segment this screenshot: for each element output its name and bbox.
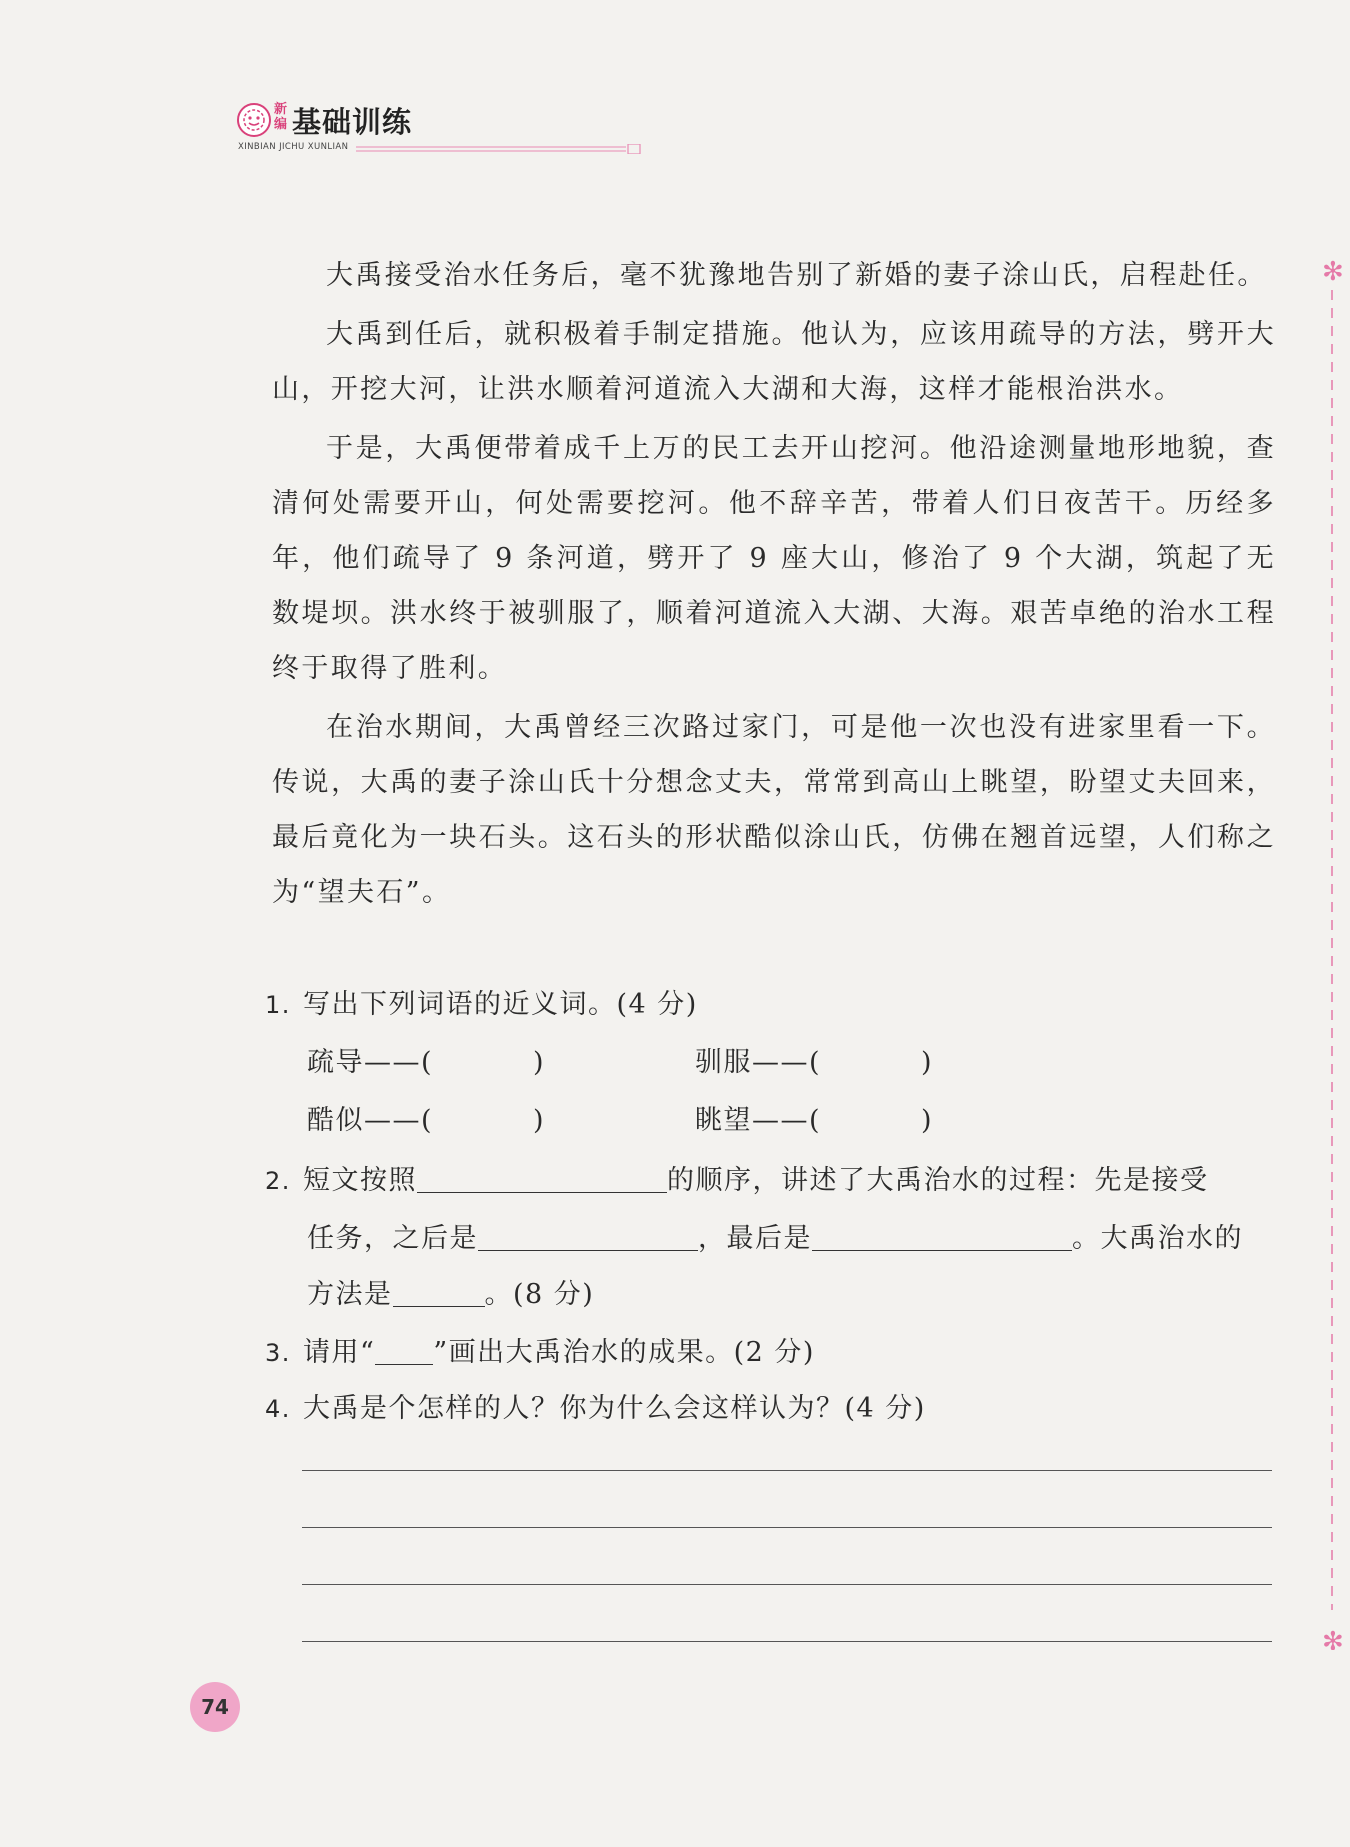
mascot-badge-icon [236,102,272,138]
answer-line[interactable] [302,1584,1272,1585]
question-number: 1. [265,991,291,1019]
synonym-word: 驯服 [695,1047,752,1078]
logo-rule-decoration [356,144,646,154]
synonym-close: ) [921,1047,934,1078]
question-text: 。大禹治水的 [1072,1223,1243,1254]
answer-blank[interactable] [478,1222,698,1251]
logo-subtitle: XINBIAN JICHU XUNLIAN [238,142,349,152]
answer-line[interactable] [302,1641,1272,1642]
question-4 [265,1386,926,1425]
answer-blank[interactable] [812,1222,1072,1251]
synonym-dash: ——( [364,1047,434,1078]
synonym-dash: ——( [752,1105,822,1136]
book-logo [236,100,436,156]
question-1 [265,982,698,1021]
synonym-word: 酷似 [307,1105,364,1136]
synonym-dash: ——( [752,1047,822,1078]
answer-blank[interactable] [417,1164,667,1193]
page-number: 74 [201,1695,229,1719]
question-3 [265,1330,815,1369]
answer-blank[interactable] [393,1278,485,1307]
question-text: 的顺序，讲述了大禹治水的过程：先是接受 [667,1165,1209,1196]
question-number: 2. [265,1167,291,1195]
question-text: ，最后是 [698,1223,812,1254]
question-2 [265,1158,1209,1197]
answer-line[interactable] [302,1470,1272,1471]
page-edge-decoration [1310,250,1350,1650]
page-number-badge [190,1682,240,1732]
question-text: 。(8 分) [484,1279,595,1310]
synonym-word: 疏导 [307,1047,364,1078]
svg-text:✻: ✻ [1322,257,1344,287]
synonym-pair [695,1040,933,1079]
synonym-pair [695,1098,933,1137]
synonym-close: ) [533,1105,546,1136]
question-number: 4. [265,1395,291,1423]
synonym-dash: ——( [364,1105,434,1136]
logo-title: 基础训练 [292,105,413,139]
synonym-pair [307,1098,545,1137]
reading-passage [272,248,1276,924]
question-2-line-2 [307,1216,1243,1255]
question-text: 方法是 [307,1279,393,1310]
passage-paragraph: 大禹到任后，就积极着手制定措施。他认为，应该用疏导的方法，劈开大山，开挖大河，让洪水顺着河道流入大湖和大海，这样才能根治洪水。 [272,319,1276,405]
passage-paragraph: 大禹接受治水任务后，毫不犹豫地告别了新婚的妻子涂山氏，启程赴任。 [326,260,1267,291]
synonym-close: ) [533,1047,546,1078]
synonym-close: ) [921,1105,934,1136]
question-text: 请用“ [303,1337,376,1368]
underline-sample [375,1336,433,1365]
passage-paragraph: 在治水期间，大禹曾经三次路过家门，可是他一次也没有进家里看一下。传说，大禹的妻子涂山氏十分想念丈夫，常常到高山上眺望，盼望丈夫回来，最后竟化为一块石头。这石头的形状酷似涂山氏，仿佛在翘首远望，人们称之为“望夫石”。 [272,712,1276,908]
question-2-line-3 [307,1272,594,1311]
synonym-pair [307,1040,545,1079]
svg-text:✻: ✻ [1322,1627,1344,1650]
question-text: 任务，之后是 [307,1223,478,1254]
question-text: 大禹是个怎样的人？你为什么会这样认为？(4 分) [303,1393,926,1424]
question-text: 写出下列词语的近义词。(4 分) [303,989,698,1020]
logo-badge-text: 新编 [274,102,288,132]
question-text: ”画出大禹治水的成果。(2 分) [433,1337,815,1368]
question-text: 短文按照 [303,1165,417,1196]
question-number: 3. [265,1339,291,1367]
passage-paragraph: 于是，大禹便带着成千上万的民工去开山挖河。他沿途测量地形地貌，查清何处需要开山，何处需要挖河。他不辞辛苦，带着人们日夜苦干。历经多年，他们疏导了 9 条河道，劈开了 9 座大山，修治了 9 个大湖，筑起了无数堤坝。洪水终于被驯服了，顺着河道流入大湖、大海。艰苦卓绝的治水工程终于取得了胜利。 [272,433,1276,684]
synonym-word: 眺望 [695,1105,752,1136]
answer-line[interactable] [302,1527,1272,1528]
